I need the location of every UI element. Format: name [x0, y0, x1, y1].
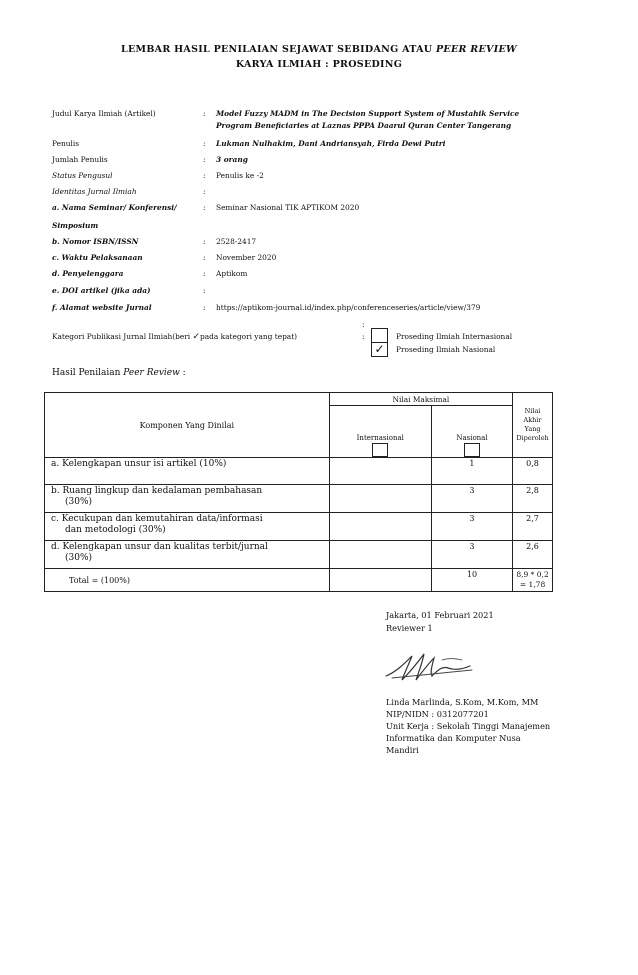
result-heading-prefix: Hasil Penilaian	[52, 368, 124, 378]
value-website: https://aptikom-journal.id/index.php/conferenceseries/article/view/379	[216, 303, 481, 312]
row-score: 2,6	[513, 541, 553, 569]
value-judul-line2: Program Beneficiaries at Laznas PPPA Daarul Quran Center Tangerang	[216, 121, 512, 130]
row-international	[329, 541, 431, 569]
result-heading	[52, 368, 186, 378]
header-final-line: Akhir	[523, 416, 542, 424]
row-component-line1: d. Kelengkapan unsur dan kualitas terbit/jurnal	[51, 542, 268, 552]
table-row	[45, 513, 553, 541]
value-isbn: 2528-2417	[216, 237, 257, 246]
total-national: 10	[431, 569, 512, 592]
header-national-label: Nasional	[456, 434, 488, 442]
header-international-label: Internasional	[356, 434, 404, 442]
total-international	[329, 569, 431, 592]
checkbox-national[interactable]: ✓	[371, 342, 388, 357]
row-component-line1: a. Kelengkapan unsur isi artikel (10%)	[51, 459, 227, 469]
colon: :	[203, 269, 206, 278]
label-penyelenggara: d. Penyelenggara	[52, 269, 124, 278]
document-subtitle	[0, 59, 638, 70]
value-status-pengusul: Penulis ke -2	[216, 171, 264, 180]
label-doi: e. DOI artikel (jika ada)	[52, 286, 151, 295]
colon: :	[203, 237, 206, 246]
document-title	[0, 44, 638, 55]
header-international	[329, 406, 431, 458]
colon: :	[203, 303, 206, 312]
category-label-text: Kategori Publikasi Jurnal Ilmiah(beri	[52, 332, 193, 341]
total-score-line2: = 1,78	[519, 580, 546, 589]
assessment-table	[44, 392, 553, 592]
value-penulis: Lukman Nulhakim, Dani Andriansyah, Firda Dewi Putri	[216, 139, 446, 148]
label-identitas-jurnal: Identitas Jurnal Ilmiah	[52, 187, 137, 196]
reviewer-nip: NIP/NIDN : 0312077201	[386, 709, 489, 719]
row-component-line2: (30%)	[65, 497, 93, 507]
reviewer-unit-line3: Mandiri	[386, 745, 419, 755]
row-national: 1	[431, 458, 512, 485]
category-label	[52, 332, 372, 342]
row-national: 3	[431, 541, 512, 569]
header-final-line: Diperoleh	[516, 434, 549, 442]
total-score-line1: 8,9 * 0,2	[516, 570, 549, 579]
row-national: 3	[431, 513, 512, 541]
header-international-checkbox[interactable]	[372, 443, 388, 457]
title-line1-italic: PEER REVIEW	[435, 44, 517, 55]
row-component	[45, 513, 330, 541]
label-nama-seminar: a. Nama Seminar/ Konferensi/	[52, 203, 177, 212]
label-isbn: b. Nomor ISBN/ISSN	[52, 237, 139, 246]
header-national-checkbox[interactable]	[464, 443, 480, 457]
row-score: 2,8	[513, 485, 553, 513]
reviewer-name: Linda Marlinda, S.Kom, M.Kom, MM	[386, 697, 539, 707]
colon: :	[203, 253, 206, 262]
reviewer-unit-line2: Informatika dan Komputer Nusa	[386, 733, 521, 743]
result-heading-suffix: :	[179, 368, 186, 378]
colon: :	[203, 171, 206, 180]
handwritten-signature	[382, 646, 478, 686]
colon: :	[203, 155, 206, 164]
header-max: Nilai Maksimal	[329, 393, 512, 406]
label-status-pengusul: Status Pengusul	[52, 171, 113, 180]
header-final	[513, 393, 553, 458]
total-label: Total = (100%)	[45, 569, 330, 592]
row-component-line1: c. Kecukupan dan kemutahiran data/informasi	[51, 514, 263, 524]
label-waktu: c. Waktu Pelaksanaan	[52, 253, 143, 262]
check-icon: ✓	[192, 332, 201, 342]
value-judul-line1: Model Fuzzy MADM in The Decision Support System of Mustahik Service	[216, 109, 520, 118]
colon: :	[362, 320, 365, 329]
row-component	[45, 541, 330, 569]
colon: :	[203, 139, 206, 148]
row-component	[45, 458, 330, 485]
row-component-line1: b. Ruang lingkup dan kedalaman pembahasan	[51, 486, 263, 496]
header-component: Komponen Yang Dinilai	[45, 393, 330, 458]
category-label-suffix: pada kategori yang tepat)	[200, 332, 298, 341]
place-date: Jakarta, 01 Februari 2021	[386, 610, 494, 620]
label-simposium: Simposium	[52, 221, 99, 230]
row-component-line2: (30%)	[65, 553, 93, 563]
row-component-line2: dan metodologi (30%)	[65, 525, 166, 535]
header-national	[431, 406, 512, 458]
row-international	[329, 485, 431, 513]
label-website: f. Alamat website Jurnal	[52, 303, 152, 312]
row-score: 0,8	[513, 458, 553, 485]
colon: :	[203, 187, 206, 196]
header-final-line: Nilai	[524, 407, 541, 415]
title-line1-prefix: LEMBAR HASIL PENILAIAN SEJAWAT SEBIDANG ATAU	[121, 44, 436, 55]
option-national-label: Proseding Ilmiah Nasional	[396, 345, 496, 354]
checkbox-international[interactable]	[371, 328, 388, 343]
option-international-label: Proseding Ilmiah Internasional	[396, 332, 513, 341]
colon: :	[203, 203, 206, 212]
title-line2: KARYA ILMIAH : PROSEDING	[235, 59, 403, 70]
total-score	[513, 569, 553, 592]
table-total-row	[45, 569, 553, 592]
label-jumlah-penulis: Jumlah Penulis	[52, 155, 108, 164]
label-penulis: Penulis	[52, 139, 80, 148]
colon: :	[203, 286, 206, 295]
reviewer-role: Reviewer 1	[386, 623, 433, 633]
value-penyelenggara: Aptikom	[216, 269, 248, 278]
value-jumlah-penulis: 3 orang	[216, 155, 248, 164]
result-heading-italic: Peer Review	[123, 368, 180, 378]
colon: :	[203, 109, 206, 118]
table-row	[45, 541, 553, 569]
row-component	[45, 485, 330, 513]
row-national: 3	[431, 485, 512, 513]
header-final-line: Yang	[524, 425, 541, 433]
table-row	[45, 458, 553, 485]
row-score: 2,7	[513, 513, 553, 541]
value-waktu: November 2020	[216, 253, 277, 262]
colon: :	[362, 332, 365, 341]
table-row	[45, 485, 553, 513]
label-judul: Judul Karya Ilmiah (Artikel)	[52, 109, 156, 118]
reviewer-unit-line1: Unit Kerja : Sekolah Tinggi Manajemen	[386, 721, 551, 731]
value-nama-seminar: Seminar Nasional TIK APTIKOM 2020	[216, 203, 360, 212]
row-international	[329, 513, 431, 541]
row-international	[329, 458, 431, 485]
